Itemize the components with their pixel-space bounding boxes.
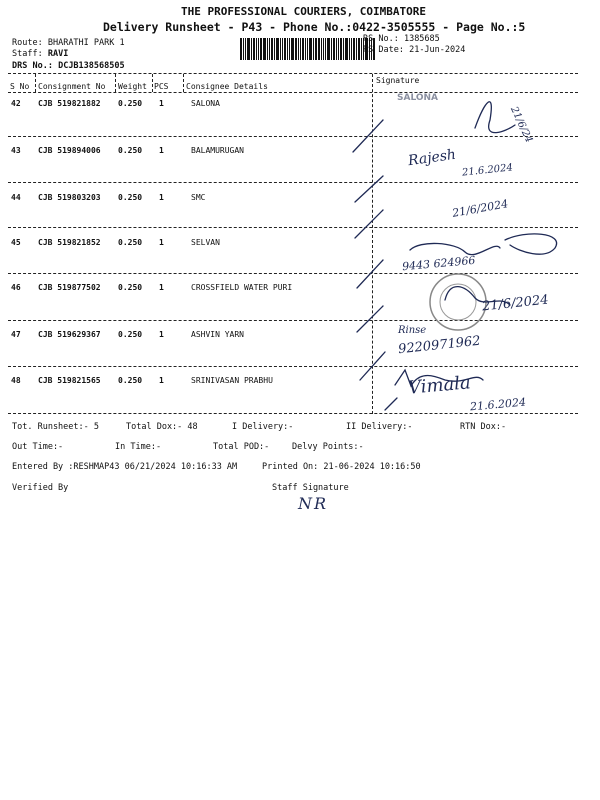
barcode-bar <box>291 38 294 60</box>
row-sno: 43 <box>11 146 21 155</box>
col-header-sno: S No <box>10 82 30 91</box>
barcode-bar <box>245 38 246 60</box>
ii-delivery: II Delivery:- <box>346 422 413 432</box>
row-consignment: CJB 519821565 <box>38 376 101 385</box>
drs-label: DRS No.: <box>12 61 53 71</box>
barcode-bar <box>247 38 250 60</box>
barcode-bar <box>305 38 306 60</box>
row-consignee: SALONA <box>191 99 220 108</box>
signature-stroke <box>505 234 557 254</box>
barcode-bar <box>349 38 350 60</box>
barcode-bar <box>243 38 244 60</box>
rs-date-label: RS Date: <box>363 45 404 55</box>
barcode-bar <box>343 38 344 60</box>
drs-line <box>12 61 125 71</box>
total-pod: Total POD:- <box>213 442 270 452</box>
staff-line <box>12 49 68 59</box>
handwritten-date: 21.6.2024 <box>469 395 527 414</box>
barcode-bar <box>345 38 348 60</box>
rs-date-line <box>363 45 465 55</box>
tick-mark <box>357 306 383 332</box>
barcode-bar <box>358 38 360 60</box>
in-time: In Time:- <box>115 442 162 452</box>
col-divider <box>35 74 36 92</box>
barcode-bar <box>353 38 355 60</box>
barcode-bar <box>356 38 357 60</box>
col-divider <box>152 74 153 92</box>
signature-area <box>325 80 585 420</box>
table-top-rule <box>8 73 578 74</box>
barcode-bar <box>274 38 275 60</box>
handwritten-date: 21/6/2024 <box>481 292 550 315</box>
company-title: THE PROFESSIONAL COURIERS, COIMBATORE <box>181 5 427 18</box>
row-consignee: BALAMURUGAN <box>191 146 244 155</box>
row-sno: 48 <box>11 376 21 385</box>
row-consignee: SMC <box>191 193 206 202</box>
staff-signature-label: Staff Signature <box>272 483 349 493</box>
handwritten-date: 21.6.2024 <box>461 162 514 179</box>
row-pcs: 1 <box>159 193 164 202</box>
barcode-bar <box>340 38 342 60</box>
signature-stroke <box>410 243 500 254</box>
barcode-bar <box>280 38 281 60</box>
barcode-bar <box>318 38 320 60</box>
barcode-bar <box>276 38 279 60</box>
runsheet-title: Delivery Runsheet - P43 - Phone No.:0422-3505555 - Page No.:5 <box>103 20 526 34</box>
barcode-bar <box>269 38 270 60</box>
barcode-bar <box>315 38 317 60</box>
row-consignee: SELVAN <box>191 238 220 247</box>
verified-by: Verified By <box>12 483 69 493</box>
rs-no-value: 1385685 <box>403 34 440 44</box>
barcode-bar <box>260 38 262 60</box>
stamp-circle <box>430 274 486 330</box>
row-weight: 0.250 <box>118 376 143 385</box>
rs-no-label: RS No.: <box>363 34 399 44</box>
tot-runsheet: Tot. Runsheet:- 5 <box>12 422 99 432</box>
row-sno: 44 <box>11 193 21 202</box>
barcode-bar <box>325 38 326 60</box>
stamp-inner-circle <box>440 284 476 320</box>
handwritten-name: Rinse <box>398 325 427 336</box>
barcode-bar <box>282 38 283 60</box>
row-pcs: 1 <box>159 376 164 385</box>
barcode-bar <box>263 38 266 60</box>
row-consignment: CJB 519629367 <box>38 330 101 339</box>
staff-signature-hand: NR <box>298 494 329 513</box>
row-consignee: CROSSFIELD WATER PURI <box>191 283 293 292</box>
row-pcs: 1 <box>159 146 164 155</box>
tick-mark <box>353 120 383 152</box>
barcode-bar <box>331 38 332 60</box>
col-header-consignee: Consignee Details <box>186 82 268 91</box>
row-sno: 46 <box>11 283 21 292</box>
row-weight: 0.250 <box>118 330 143 339</box>
tick-mark <box>355 176 383 202</box>
barcode-bar <box>307 38 308 60</box>
barcode-bar <box>336 38 337 60</box>
barcode-bar <box>256 38 257 60</box>
barcode-bar <box>258 38 259 60</box>
total-dox: Total Dox:- 48 <box>126 422 198 432</box>
route-value: BHARATHI PARK 1 <box>47 38 125 48</box>
barcode-bar <box>309 38 312 60</box>
barcode-bar <box>361 38 362 60</box>
barcode-bar <box>267 38 268 60</box>
row-consignment: CJB 519877502 <box>38 283 101 292</box>
barcode-bar <box>251 38 252 60</box>
barcode-bar <box>338 38 339 60</box>
entered-by: Entered By :RESHMAP43 06/21/2024 10:16:33 AM <box>12 462 238 472</box>
row-weight: 0.250 <box>118 193 143 202</box>
row-consignment: CJB 519803203 <box>38 193 101 202</box>
stamp-text: SALONA <box>397 93 439 103</box>
tick-mark <box>355 210 383 238</box>
barcode-bar <box>302 38 304 60</box>
row-consignment: CJB 519894006 <box>38 146 101 155</box>
handwritten-name: Rajesh <box>407 146 457 170</box>
barcode-bar <box>300 38 301 60</box>
barcode-bar <box>351 38 352 60</box>
col-header-pcs: PCS <box>154 82 169 91</box>
barcode-bar <box>287 38 288 60</box>
barcode-bar <box>313 38 314 60</box>
barcode-bar <box>295 38 297 60</box>
row-sno: 45 <box>11 238 21 247</box>
tick-mark <box>360 352 385 380</box>
rs-no-line <box>363 34 440 44</box>
barcode-bar <box>253 38 255 60</box>
barcode-bar <box>323 38 324 60</box>
col-divider <box>183 74 184 92</box>
tick-mark <box>385 398 397 410</box>
row-consignee: ASHVIN YARN <box>191 330 244 339</box>
barcode-bar <box>284 38 286 60</box>
col-divider <box>115 74 116 92</box>
staff-label: Staff: <box>12 49 43 59</box>
barcode-bar <box>327 38 330 60</box>
barcode-bar <box>271 38 273 60</box>
row-weight: 0.250 <box>118 99 143 108</box>
handwritten-phone: 9220971962 <box>397 333 482 358</box>
barcode <box>240 38 376 60</box>
rtn-dox: RTN Dox:- <box>460 422 507 432</box>
signature-stroke <box>475 102 515 133</box>
barcode-bar <box>321 38 322 60</box>
i-delivery: I Delivery:- <box>232 422 294 432</box>
col-header-weight: Weight <box>118 82 147 91</box>
out-time: Out Time:- <box>12 442 64 452</box>
col-header-consignment: Consignment No <box>38 82 106 91</box>
col-header-signature: Signature <box>376 76 420 85</box>
row-consignment: CJB 519821852 <box>38 238 101 247</box>
row-pcs: 1 <box>159 283 164 292</box>
handwritten-phone: 9443 624966 <box>401 253 476 274</box>
row-pcs: 1 <box>159 99 164 108</box>
row-pcs: 1 <box>159 330 164 339</box>
barcode-bar <box>289 38 290 60</box>
drs-value: DCJB138568505 <box>58 61 125 71</box>
row-consignment: CJB 519821882 <box>38 99 101 108</box>
printed-on: Printed On: 21-06-2024 10:16:50 <box>262 462 421 472</box>
row-sno: 42 <box>11 99 21 108</box>
barcode-bar <box>298 38 299 60</box>
row-weight: 0.250 <box>118 146 143 155</box>
row-consignee: SRINIVASAN PRABHU <box>191 376 273 385</box>
row-weight: 0.250 <box>118 238 143 247</box>
row-weight: 0.250 <box>118 283 143 292</box>
staff-value: RAVI <box>47 49 69 59</box>
row-pcs: 1 <box>159 238 164 247</box>
route-line <box>12 38 125 48</box>
handwritten-date: 21/6/24 <box>508 105 535 145</box>
rs-date-value: 21-Jun-2024 <box>409 45 466 55</box>
handwritten-name: Vimala <box>407 372 472 399</box>
barcode-bar <box>240 38 242 60</box>
tick-mark <box>357 260 383 288</box>
handwritten-date: 21/6/2024 <box>451 197 510 220</box>
barcode-bar <box>333 38 335 60</box>
route-label: Route: <box>12 38 43 48</box>
delvy-points: Delvy Points:- <box>292 442 364 452</box>
row-sno: 47 <box>11 330 21 339</box>
